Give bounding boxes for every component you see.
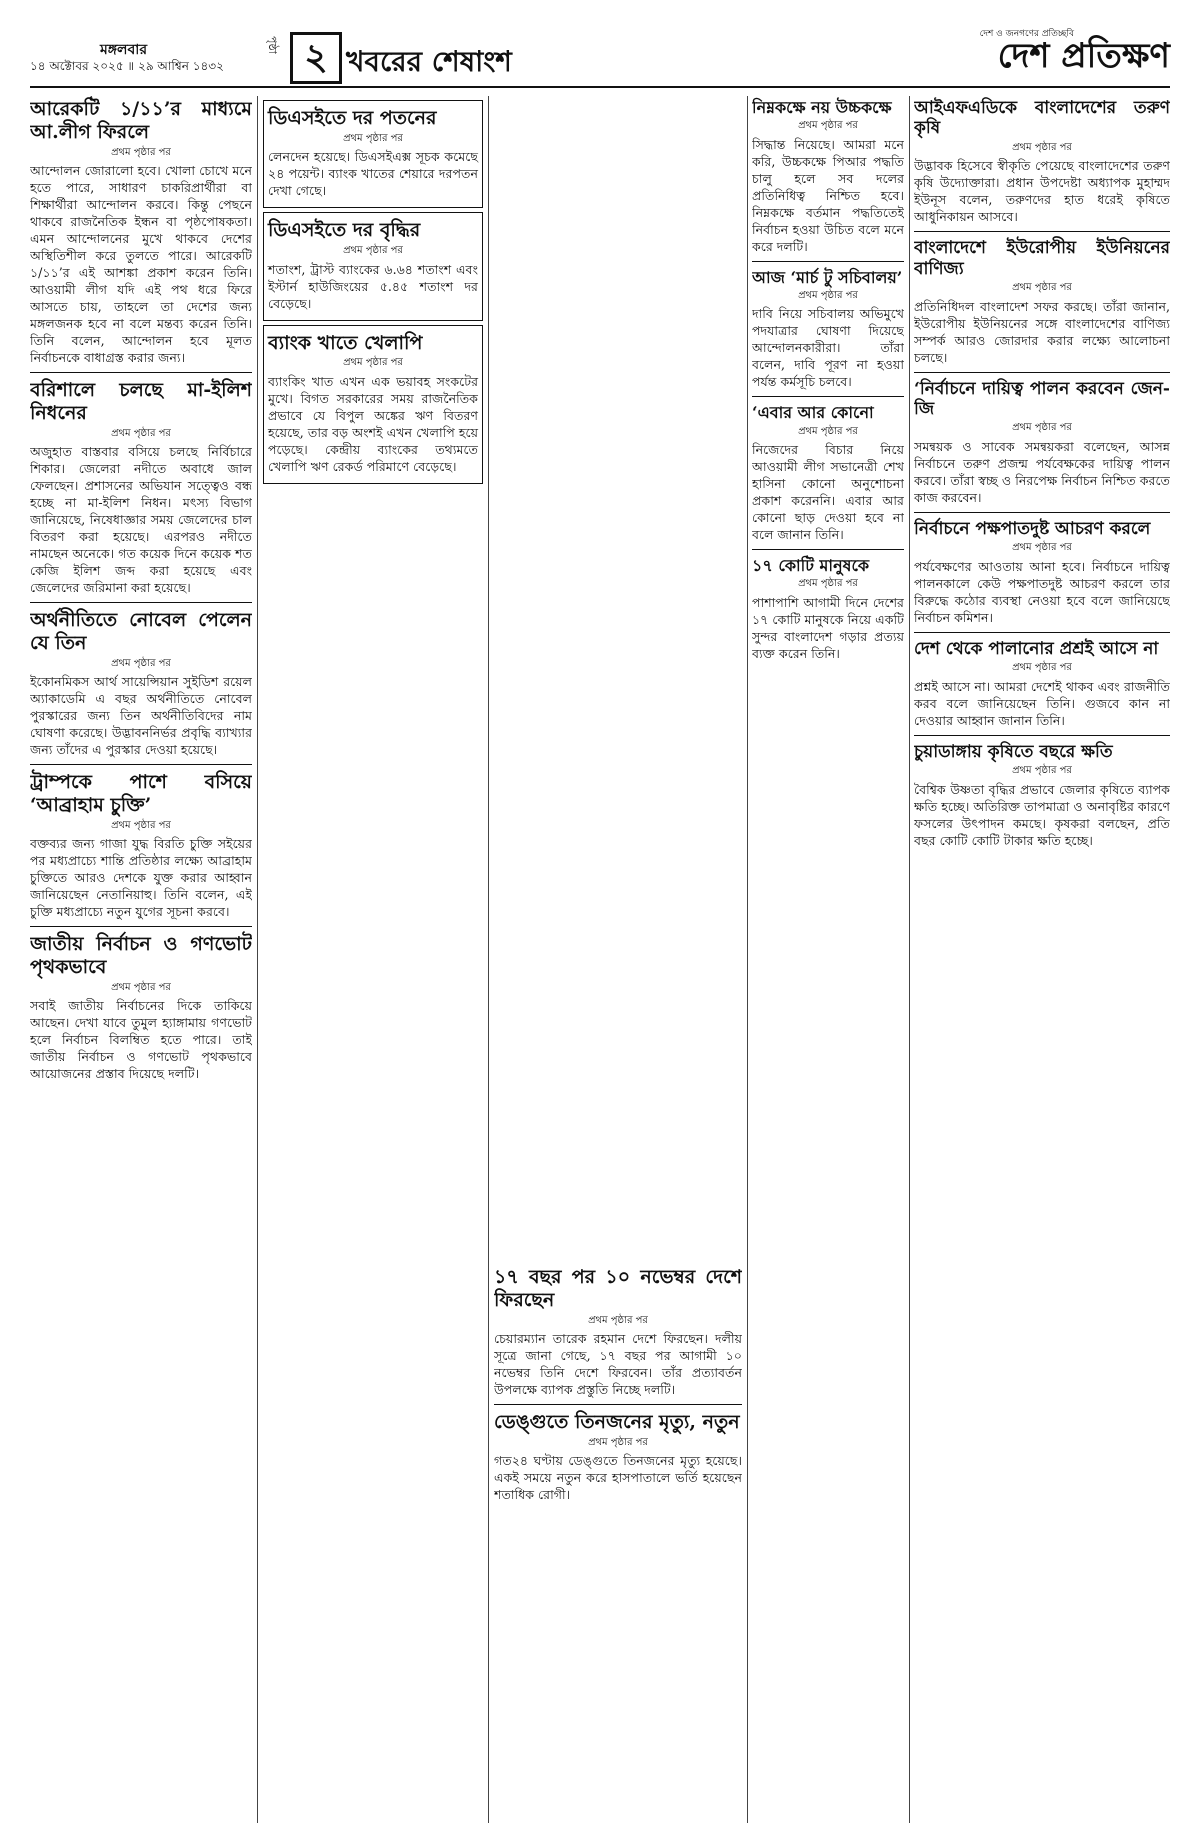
continued-line: প্রথম পৃষ্ঠার পর [111, 146, 171, 158]
headline: চুয়াডাঙ্গায় কৃষিতে বছরে ক্ষতি [914, 741, 1113, 762]
page-label: পৃষ্ঠা [266, 36, 279, 54]
headline: আজ ‘মার্চ টু সচিবালয়’ [752, 267, 903, 287]
continued-line: প্রথম পৃষ্ঠার পর [798, 425, 858, 437]
newspaper-logo: দেশ প্রতিক্ষণ [997, 36, 1170, 76]
article-body: বক্তব্যর জন্য গাজা যুদ্ধ বিরতি চুক্তি সইয়ের পর মধ্যপ্রাচ্যে শান্তি প্রতিষ্ঠার লক্ষ্যে আব্রাহাম চুক্তিতে আরও দেশকে যুক্ত করার আহ্বান জানিয়েছেন নেতানিয়াহু। তিনি বলেন, এই চুক্তি মধ্যপ্রাচ্যে নতুন যুগের সূচনা করবে। [30, 836, 252, 920]
article-body: ব্যাংকিং খাত এখন এক ভয়াবহ সংকটের মুখে। বিগত সরকারের সময় রাজনৈতিক প্রভাবে যে বিপুল অঙ্কের ঋণ বিতরণ হয়েছে, তার বড় অংশই এখন খেলাপি হয়ে পড়েছে। কেন্দ্রীয় ব্যাংকের তথ্যমতে খেলাপি ঋণ রেকর্ড পরিমাণে বেড়েছে। [268, 373, 478, 474]
article [30, 609, 252, 758]
continued-line: প্রথম পৃষ্ঠার পর [111, 819, 171, 831]
continued-line: প্রথম পৃষ্ঠার পর [111, 981, 171, 993]
article-body: পর্যবেক্ষণের আওতায় আনা হবে। নির্বাচনে দায়িত্ব পালনকালে কেউ পক্ষপাতদুষ্ট আচরণ করলে তার বিরুদ্ধে কঠোর ব্যবস্থা নেওয়া হবে বলে জানিয়েছে নির্বাচন কমিশন। [914, 558, 1170, 625]
article-body: সিদ্ধান্ত নিয়েছে। আমরা মনে করি, উচ্চকক্ষে পিআর পদ্ধতি চালু হলে সব দলের প্রতিনিধিত্ব নিশ্চিত হবে। নিম্নকক্ষে বর্তমান পদ্ধতিতেই নির্বাচন হওয়া উচিত বলে মনে করে দলটি। [752, 136, 904, 254]
headline: নিম্নকক্ষে নয় উচ্চকক্ষে [752, 98, 892, 117]
article-body: আন্দোলন জোরালো হবে। খোলা চোখে মনে হতে পারে, সাধারণ চাকরিপ্রার্থীরা বা শিক্ষার্থীরা আন্দোলন করবে। কিন্তু পেছনে থাকবে রাজনৈতিক ইন্ধন বা পৃষ্ঠপোষকতা। এমন আন্দোলনের মুখে থাকবে দেশের অস্থিতিশীল করে তুলতে পারে। আরেকটি ১/১১’র এই আশঙ্কা প্রকাশ করেন তিনি। আওয়ামী লীগ যদি এই পথ ধরে ফিরে আসতে চায়, তাহলে তা দেশের জন্য মঙ্গলজনক হবে না বলে মন্তব্য করেন তিনি। তিনি বলেন, আন্দোলন হবে মূলত নির্বাচনকে বাধাগ্রস্ত করার জন্য। [30, 163, 252, 366]
headline: ডেঙ্গুতে তিনজনের মৃত্যু, নতুন [494, 1411, 740, 1434]
continued-line: প্রথম পৃষ্ঠার পর [1012, 662, 1072, 674]
headline: অর্থনীতিতে নোবেল পেলেন যে তিন [30, 609, 252, 654]
article [494, 1411, 742, 1503]
article [30, 933, 252, 1082]
article-body: ইকোনমিকস আর্থ সায়েন্সিয়ান সুইডিশ রয়েল অ্যাকাডেমি এ বছর অর্থনীতিতে নোবেল পুরস্কারের জন্য তিন অর্থনীতিবিদের নাম ঘোষণা করেছে। উদ্ভাবননির্ভর প্রবৃদ্ধি ব্যাখ্যার জন্য তাঁদের এ পুরস্কার দেওয়া হয়েছে। [30, 674, 252, 758]
continued-line: প্রথম পৃষ্ঠার পর [798, 120, 858, 132]
article-body: সমন্বয়ক ও সাবেক সমন্বয়করা বলেছেন, আসন্ন নির্বাচনে তরুণ প্রজন্ম পর্যবেক্ষকের দায়িত্ব পালন করবে। তাঁরা স্বচ্ছ ও নিরপেক্ষ নির্বাচন নিশ্চিত করতে কাজ করবেন। [914, 438, 1170, 505]
continued-line: প্রথম পৃষ্ঠার পর [343, 132, 403, 144]
headline: জাতীয় নির্বাচন ও গণভোট পৃথকভাবে [30, 933, 252, 979]
article-body: নিজেদের বিচার নিয়ে আওয়ামী লীগ সভানেত্রী শেখ হাসিনা কোনো অনুশোচনা প্রকাশ করেননি। এবার আর কোনো ছাড় দেওয়া হবে না বলে জানান তিনি। [752, 442, 904, 543]
headline: ১৭ বছর পর ১০ নভেম্বর দেশে ফিরছেন [494, 1266, 742, 1311]
continued-line: প্রথম পৃষ্ঠার পর [1012, 422, 1072, 434]
article [914, 238, 1170, 365]
continued-line: প্রথম পৃষ্ঠার পর [343, 245, 403, 257]
headline: ‘নির্বাচনে দায়িত্ব পালন করবেন জেন-জি [914, 378, 1170, 419]
article-body: প্রতিনিধিদল বাংলাদেশ সফর করছে। তাঁরা জানান, ইউরোপীয় ইউনিয়নের সঙ্গে বাংলাদেশের বাণিজ্য সম্পর্ক আরও জোরদার করার লক্ষ্যে আলোচনা চলছে। [914, 298, 1170, 365]
column-5 [914, 96, 1170, 1823]
article [752, 98, 904, 255]
headline: ডিএসইতে দর পতনের [268, 107, 437, 129]
continued-line: প্রথম পৃষ্ঠার পর [798, 578, 858, 590]
continued-line: প্রথম পৃষ্ঠার পর [111, 657, 171, 669]
article [494, 1266, 742, 1398]
continued-line: প্রথম পৃষ্ঠার পর [1012, 141, 1072, 153]
continued-line: প্রথম পৃষ্ঠার পর [588, 1436, 648, 1448]
article-body: পাশাপাশি আগামী দিনে দেশের ১৭ কোটি মানুষকে নিয়ে একটি সুন্দর বাংলাদেশ গড়ার প্রত্যয় ব্যক্ত করেন তিনি। [752, 594, 904, 661]
article-body: চেয়ারম্যান তারেক রহমান দেশে ফিরছেন। দলীয় সূত্রে জানা গেছে, ১৭ বছর পর আগামী ১০ নভেম্বর তিনি দেশে ফিরবেন। তাঁর প্রত্যাবর্তন উপলক্ষে ব্যাপক প্রস্তুতি নিচ্ছে দলটি। [494, 1331, 742, 1398]
article [263, 100, 483, 208]
headline: বাংলাদেশে ইউরোপীয় ইউনিয়নের বাণিজ্য [914, 238, 1170, 279]
column-2 [263, 96, 483, 1823]
article-body: বৈশ্বিক উষ্ণতা বৃদ্ধির প্রভাবে জেলার কৃষিতে ব্যাপক ক্ষতি হচ্ছে। অতিরিক্ত তাপমাত্রা ও অনাবৃষ্টির কারণে ফসলের উৎপাদন কমছে। কৃষকরা বলছেন, প্রতি বছর কোটি কোটি টাকার ক্ষতি হচ্ছে। [914, 781, 1170, 848]
headline: ডিএসইতে দর বৃদ্ধির [268, 219, 421, 242]
article [263, 325, 483, 484]
continued-line: প্রথম পৃষ্ঠার পর [1012, 542, 1072, 554]
continued-line: প্রথম পৃষ্ঠার পর [588, 1314, 648, 1326]
page-number: ২ [290, 32, 342, 84]
headline: ‘এবার আর কোনো [752, 403, 874, 423]
continued-line: প্রথম পৃষ্ঠার পর [111, 427, 171, 439]
article [263, 212, 483, 320]
article [752, 268, 904, 391]
article [914, 639, 1170, 729]
continued-line: প্রথম পৃষ্ঠার পর [343, 357, 403, 369]
headline: আইএফএডিকে বাংলাদেশের তরুণ কৃষি [914, 98, 1170, 139]
column-3 [494, 96, 742, 1823]
column-4 [752, 96, 904, 1823]
tagline: দেশ ও জনগণের প্রতিচ্ছবি [979, 29, 1074, 39]
article [914, 742, 1170, 849]
article [30, 771, 252, 920]
article-body: উদ্ভাবক হিসেবে স্বীকৃতি পেয়েছে বাংলাদেশের তরুণ কৃষি উদ্যোক্তারা। প্রধান উপদেষ্টা অধ্যাপক মুহাম্মদ ইউনূস বলেন, তরুণদের হাত ধরেই কৃষিতে আধুনিকায়ন আসবে। [914, 158, 1170, 225]
article [914, 98, 1170, 225]
continued-line: প্রথম পৃষ্ঠার পর [798, 289, 858, 301]
headline: বরিশালে চলছে মা-ইলিশ নিধনের [30, 379, 252, 424]
article [752, 403, 904, 543]
headline: ব্যাংক খাতে খেলাপি [268, 331, 423, 354]
headline: ১৭ কোটি মানুষকে [752, 556, 870, 576]
article-body: প্রশ্নই আসে না। আমরা দেশেই থাকব এবং রাজনীতি করব বলে জানিয়েছেন তিনি। গুজবে কান না দেওয়ার আহ্বান জানান তিনি। [914, 678, 1170, 728]
column-1 [30, 96, 252, 1823]
article-body: অজুহাত বাস্তবার বসিয়ে চলছে নির্বিচারে শিকার। জেলেরা নদীতে অবাধে জাল ফেলছেন। প্রশাসনের অভিযান সত্ত্বেও বন্ধ হচ্ছে না মা-ইলিশ নিধন। মৎস্য বিভাগ জানিয়েছে, নিষেধাজ্ঞার সময় জেলেদের চাল বিতরণ করা হয়েছে। এরপরও নদীতে নামছেন অনেকে। গত কয়েক দিনে কয়েক শত কেজি ইলিশ জব্দ করা হয়েছে এবং জেলেদের জরিমানা করা হয়েছে। [30, 444, 252, 596]
article [914, 519, 1170, 626]
continued-line: প্রথম পৃষ্ঠার পর [1012, 282, 1072, 294]
headline: ট্রাম্পকে পাশে বসিয়ে ‘আব্রাহাম চুক্তি’ [30, 771, 252, 817]
article-body: লেনদেন হয়েছে। ডিএসইএক্স সূচক কমেছে ২৪ পয়েন্ট। ব্যাংক খাতের শেয়ারে দরপতন দেখা গেছে। [268, 149, 478, 199]
headline: নির্বাচনে পক্ষপাতদুষ্ট আচরণ করলে [914, 518, 1151, 539]
weekday: মঙ্গলবার [100, 42, 148, 58]
issue-date: ১৪ অক্টোবর ২০২৫ ॥ ২৯ আশ্বিন ১৪৩২ [30, 59, 224, 73]
article-body: সবাই জাতীয় নির্বাচনের দিকে তাকিয়ে আছেন। দেখা যাবে তুমুল হ্যাঙ্গামায় গণভোট হলে নির্বাচন বিলম্বিত হতে পারে। তাই জাতীয় নির্বাচন ও গণভোট পৃথকভাবে আয়োজনের প্রস্তাব দিয়েছে দলটি। [30, 998, 252, 1082]
article [30, 98, 252, 366]
article-body: দাবি নিয়ে সচিবালয় অভিমুখে পদযাত্রার ঘোষণা দিয়েছে আন্দোলনকারীরা। তাঁরা বলেন, দাবি পূরণ না হওয়া পর্যন্ত কর্মসূচি চলবে। [752, 306, 904, 390]
article [914, 379, 1170, 506]
article [752, 556, 904, 662]
headline: আরেকটি ১/১১’র মাধ্যমে আ.লীগ ফিরলে [30, 98, 252, 143]
masthead [30, 30, 1170, 88]
section-title: খবরের শেষাংশ [346, 45, 512, 78]
article-body: শতাংশ, ট্রাস্ট ব্যাংকের ৬.৬৪ শতাংশ এবং ইস্টার্ন হাউজিংয়ের ৫.৪৫ শতাংশ দর বেড়েছে। [268, 261, 478, 311]
article-body: গত২৪ ঘণ্টায় ডেঙ্গুতে তিনজনের মৃত্যু হয়েছে। একই সময়ে নতুন করে হাসপাতালে ভর্তি হয়েছেন শতাধিক রোগী। [494, 1453, 742, 1503]
headline: দেশ থেকে পালানোর প্রশ্রই আসে না [914, 638, 1159, 659]
article [30, 379, 252, 596]
continued-line: প্রথম পৃষ্ঠার পর [1012, 765, 1072, 777]
